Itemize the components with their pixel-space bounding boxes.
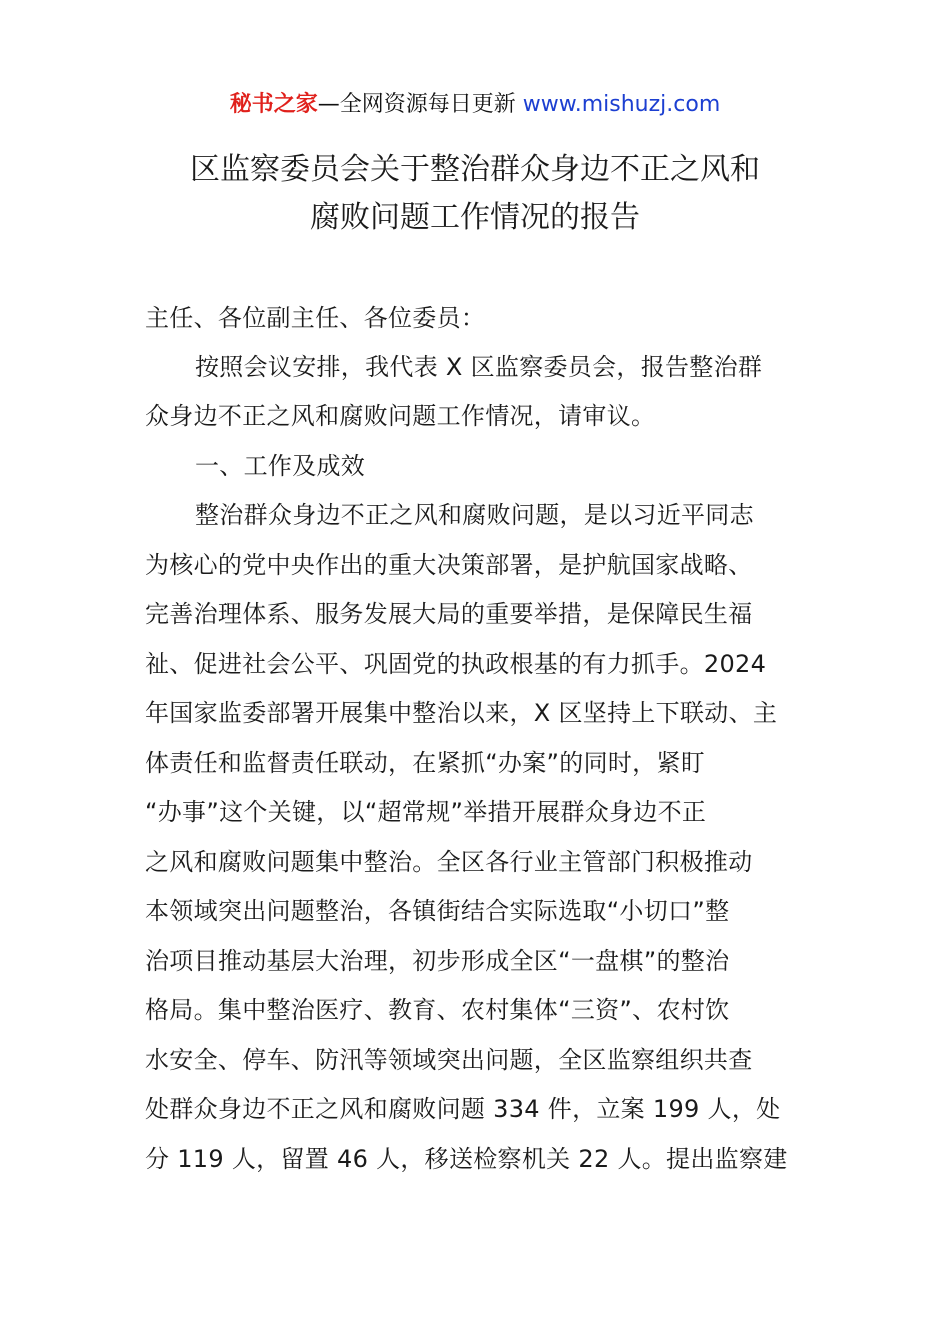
paragraph-line: “办事”这个关键，以“超常规”举措开展群众身边不正 — [145, 798, 707, 826]
paragraph-line: 格局。集中整治医疗、教育、农村集体“三资”、农村饮 — [145, 996, 730, 1024]
paragraph-line: 之风和腐败问题集中整治。全区各行业主管部门积极推动 — [145, 848, 753, 876]
paragraph-line: 整治群众身边不正之风和腐败问题，是以习近平同志 — [195, 501, 754, 529]
title-line-2: 腐败问题工作情况的报告 — [310, 200, 640, 235]
paragraph-line: 完善治理体系、服务发展大局的重要举措，是保障民生福 — [145, 600, 753, 628]
site-header — [0, 88, 950, 122]
paragraph-line: 按照会议安排，我代表 X 区监察委员会，报告整治群 — [195, 353, 763, 381]
section-heading: 一、工作及成效 — [195, 452, 366, 480]
header-tagline: —全网资源每日更新 — [317, 92, 516, 117]
title-line-1: 区监察委员会关于整治群众身边不正之风和 — [190, 152, 760, 187]
site-url[interactable]: www.mishuzj.com — [522, 92, 721, 117]
paragraph-line: 为核心的党中央作出的重大决策部署，是护航国家战略、 — [145, 551, 753, 579]
paragraph-line: 分 119 人，留置 46 人，移送检察机关 22 人。提出监察建 — [145, 1145, 788, 1173]
paragraph-line: 体责任和监督责任联动，在紧抓“办案”的同时，紧盯 — [145, 749, 706, 777]
paragraph-line: 本领域突出问题整治，各镇街结合实际选取“小切口”整 — [145, 897, 730, 925]
paragraph-line: 众身边不正之风和腐败问题工作情况，请审议。 — [145, 402, 656, 430]
paragraph-line: 年国家监委部署开展集中整治以来，X 区坚持上下联动、主 — [145, 699, 778, 727]
salutation: 主任、各位副主任、各位委员： — [145, 304, 486, 332]
paragraph-line: 祉、促进社会公平、巩固党的执政根基的有力抓手。2024 — [145, 650, 767, 678]
paragraph-line: 处群众身边不正之风和腐败问题 334 件，立案 199 人，处 — [145, 1095, 781, 1123]
brand-name: 秘书之家 — [229, 92, 318, 117]
paragraph-line: 治项目推动基层大治理，初步形成全区“一盘棋”的整治 — [145, 947, 730, 975]
document-title — [0, 146, 950, 242]
paragraph-line: 水安全、停车、防汛等领域突出问题，全区监察组织共查 — [145, 1046, 753, 1074]
